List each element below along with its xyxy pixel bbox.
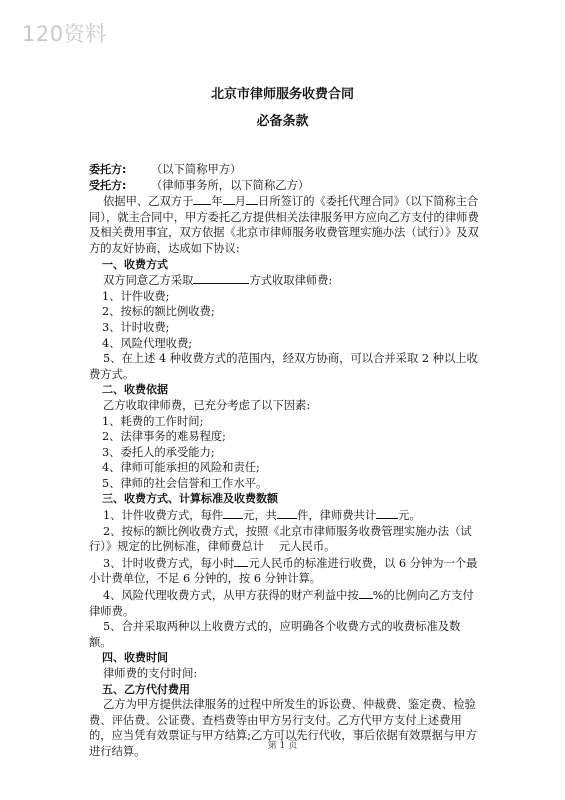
document-title: 北京市律师服务收费合同 [210,87,354,102]
list-item: 2、按标的额比例收费; [102,305,215,319]
total-blank [376,507,398,519]
s3-i3-part: 元人民币的标准进行收费，以 6 分钟为一个最小计费单位，不足 6 分钟的，按 6 分钟计算。 [89,556,478,586]
day-blank [246,193,258,205]
method-blank [193,272,249,284]
list-item: 2、按标的额比例收费方式，按照《北京市律师服务收费管理实施办法（试行）》规定的比例标准，律师费总计 元人民币。 [89,524,472,554]
list-item: 3、委托人的承受能力; [102,445,215,459]
list-item: 3、计时收费; [102,320,170,334]
provider-text: （律师事务所，以下简称乙方） [151,178,310,192]
s3-i1-part: 元，共 [243,509,278,523]
list-item: 5、律师的社会信誉和工作水平。 [102,476,268,490]
s3-i3-part: 3、计时收费方式，每小时 [103,556,235,570]
provider-party-line [89,178,479,194]
list-item: 1、计件收费; [102,289,170,303]
provider-label: 受托方: [89,178,127,192]
s1-lead-b: 方式收取律师费: [249,274,333,288]
list-item [89,555,479,587]
s1-lead-a: 双方同意乙方采取 [103,274,194,288]
s2-lead: 乙方收取律师费，已充分考虑了以下因素: [103,398,311,412]
s1-lead [89,272,479,289]
s3-i1-part: 元。 [398,509,421,523]
intro-part: 日所签订的《委托代理合同》（以下简称主合同），就主合同中，甲方委托乙方提供相关法律服务甲方应向乙方支付的律师费及相关费用事宜，双方依据《北京市律师服务收费管理实施办法（试行）》及双方的友好协商，达成如下协议: [89,195,479,255]
section-5-heading: 五、乙方代付费用 [102,682,190,696]
intro-paragraph [89,193,479,256]
hourly-blank [234,555,248,567]
s3-i1-part: 件，律师费共计 [297,509,377,523]
intro-part: 年 [211,195,223,209]
list-item: 5、合并采取两种以上收费方式的，应明确各个收费方式的收费标准及数额。 [89,620,461,649]
s5-text: 乙方为甲方提供法律服务的过程中所发生的诉讼费、仲裁费、鉴定费、检验费、评估费、公证费、查档费等由甲方另行支付。乙方代甲方支付上述费用的，应当凭有效票证与甲方结算;乙方可以先行代收，事后依据有效票据与甲方进行结算。 [89,698,477,758]
section-4-heading: 四、收费时间 [102,651,168,665]
intro-part: 月 [234,195,247,209]
document-body [89,162,479,760]
month-blank [223,193,235,205]
list-item: 4、律师可能承担的风险和责任; [102,461,260,475]
list-item [89,587,479,619]
client-text: （以下简称甲方） [151,163,242,176]
count-blank [277,507,297,519]
s3-i1-part: 1、计件收费方式，每件 [103,509,224,523]
s3-i4-part: 4、风险代理收费方式，从甲方获得的财产利益中按 [103,589,359,603]
section-1-heading: 一、收费方式 [102,257,168,271]
client-party-line [89,162,479,178]
page-number: 第 1 页 [267,741,298,751]
section-3-heading: 三、收费方式、计算标准及收费数额 [102,492,278,506]
s4-lead: 律师费的支付时间: [103,667,198,680]
client-label: 委托方: [89,163,127,176]
year-blank [193,193,211,205]
percent-blank [359,587,373,599]
watermark-logo: 120资料 [22,22,107,46]
document-subtitle: 必备条款 [256,114,309,129]
s3-i4-part: %的比例向乙方支付律师费。 [89,589,474,618]
fee-blank [223,507,243,519]
list-item: 4、风险代理收费; [102,336,193,350]
section-2-heading: 二、收费依据 [102,383,168,397]
list-item: 5、在上述 4 种收费方式的范围内，经双方协商，可以合并采取 2 种以上收费方式。 [89,352,478,381]
list-item [89,507,479,524]
list-item: 2、法律事务的难易程度; [102,430,226,444]
intro-part: 依据甲、乙双方于 [103,195,194,209]
list-item: 1、耗费的工作时间; [102,414,204,428]
